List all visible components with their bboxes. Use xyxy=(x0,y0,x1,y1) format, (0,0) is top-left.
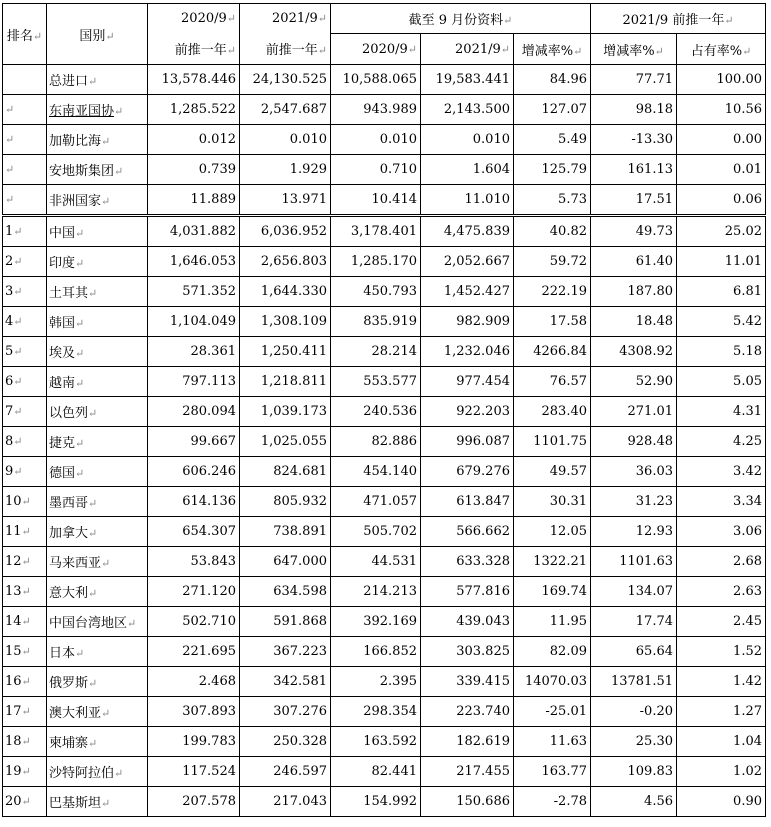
cell-2020-trailing: 28.361 xyxy=(148,337,240,367)
cell-rank: 19↵ xyxy=(3,757,47,787)
cell-2021-trailing: 217.043 xyxy=(240,787,331,817)
cell-ytd-2020: 82.886 xyxy=(331,427,421,457)
cell-ytd-2021: 577.816 xyxy=(421,577,514,607)
cell-2020-trailing: 117.524 xyxy=(148,757,240,787)
cell-2021-trailing: 647.000 xyxy=(240,547,331,577)
header-2021-trailing-year-sub: 前推一年↵ xyxy=(240,34,331,65)
header-ytd-2020: 2020/9↵ xyxy=(331,34,421,65)
cell-ytd-change: 82.09 xyxy=(514,637,591,667)
cell-ytd-2021: 1.604 xyxy=(421,155,514,185)
cell-country-name: 德国↵ xyxy=(47,457,148,487)
cell-rank: 5↵ xyxy=(3,337,47,367)
cell-country-name: 意大利↵ xyxy=(47,577,148,607)
summary-row xyxy=(3,65,766,95)
cell-2020-trailing: 1,285.522 xyxy=(148,95,240,125)
summary-row xyxy=(3,185,766,216)
cell-trailing-share: 11.01 xyxy=(677,247,766,277)
cell-rank: 9↵ xyxy=(3,457,47,487)
cell-trailing-share: 0.01 xyxy=(677,155,766,185)
table-row xyxy=(3,607,766,637)
cell-country-name: 加勒比海↵ xyxy=(47,125,148,155)
cell-ytd-change: 169.74 xyxy=(514,577,591,607)
cell-2021-trailing: 24,130.525 xyxy=(240,65,331,95)
cell-country-name: 埃及↵ xyxy=(47,337,148,367)
cell-2020-trailing: 280.094 xyxy=(148,397,240,427)
cell-ytd-change: 76.57 xyxy=(514,367,591,397)
cell-rank: 6↵ xyxy=(3,367,47,397)
cell-ytd-change: 49.57 xyxy=(514,457,591,487)
cell-2021-trailing: 1,308.109 xyxy=(240,307,331,337)
cell-rank: ↵ xyxy=(3,95,47,125)
summary-row xyxy=(3,155,766,185)
cell-ytd-2020: 471.057 xyxy=(331,487,421,517)
cell-2021-trailing: 634.598 xyxy=(240,577,331,607)
cell-trailing-change: 98.18 xyxy=(591,95,677,125)
cell-ytd-2021: 2,143.500 xyxy=(421,95,514,125)
cell-2021-trailing: 367.223 xyxy=(240,637,331,667)
cell-ytd-2021: 19,583.441 xyxy=(421,65,514,95)
cell-trailing-share: 4.25 xyxy=(677,427,766,457)
cell-country-name: 非洲国家↵ xyxy=(47,185,148,216)
cell-ytd-2021: 4,475.839 xyxy=(421,216,514,247)
cell-country-name: 柬埔寨↵ xyxy=(47,727,148,757)
table-row xyxy=(3,637,766,667)
cell-trailing-share: 3.42 xyxy=(677,457,766,487)
cell-rank: 17↵ xyxy=(3,697,47,727)
cell-2020-trailing: 271.120 xyxy=(148,577,240,607)
header-trailing-share: 占有率%↵ xyxy=(677,34,766,65)
cell-ytd-change: 163.77 xyxy=(514,757,591,787)
cell-country-name: 越南↵ xyxy=(47,367,148,397)
cell-ytd-2021: 223.740 xyxy=(421,697,514,727)
cell-country-name: 以色列↵ xyxy=(47,397,148,427)
cell-trailing-share: 4.31 xyxy=(677,397,766,427)
cell-ytd-2020: 1,285.170 xyxy=(331,247,421,277)
cell-trailing-share: 5.05 xyxy=(677,367,766,397)
cell-trailing-change: 1101.63 xyxy=(591,547,677,577)
table-row xyxy=(3,397,766,427)
cell-ytd-2021: 0.010 xyxy=(421,125,514,155)
cell-ytd-2021: 2,052.667 xyxy=(421,247,514,277)
header-trailing-group: 2021/9 前推一年↵ xyxy=(591,4,766,34)
cell-rank: 13↵ xyxy=(3,577,47,607)
cell-trailing-change: 4308.92 xyxy=(591,337,677,367)
cell-trailing-change: 18.48 xyxy=(591,307,677,337)
cell-ytd-change: -2.78 xyxy=(514,787,591,817)
cell-ytd-2020: 166.852 xyxy=(331,637,421,667)
cell-trailing-change: 271.01 xyxy=(591,397,677,427)
cell-2021-trailing: 805.932 xyxy=(240,487,331,517)
cell-ytd-change: 84.96 xyxy=(514,65,591,95)
cell-rank: ↵ xyxy=(3,185,47,216)
cell-trailing-share: 5.18 xyxy=(677,337,766,367)
cell-ytd-2021: 150.686 xyxy=(421,787,514,817)
cell-ytd-2020: 835.919 xyxy=(331,307,421,337)
cell-country-name: 中国↵ xyxy=(47,216,148,247)
cell-2020-trailing: 199.783 xyxy=(148,727,240,757)
cell-trailing-share: 6.81 xyxy=(677,277,766,307)
cell-country-name: 总进口↵ xyxy=(47,65,148,95)
cell-ytd-change: 283.40 xyxy=(514,397,591,427)
cell-trailing-change: -13.30 xyxy=(591,125,677,155)
cell-ytd-2020: 214.213 xyxy=(331,577,421,607)
cell-2021-trailing: 342.581 xyxy=(240,667,331,697)
cell-2020-trailing: 654.307 xyxy=(148,517,240,547)
cell-trailing-share: 3.34 xyxy=(677,487,766,517)
cell-ytd-2021: 1,232.046 xyxy=(421,337,514,367)
cell-2021-trailing: 246.597 xyxy=(240,757,331,787)
table-row xyxy=(3,337,766,367)
cell-2020-trailing: 4,031.882 xyxy=(148,216,240,247)
cell-ytd-2021: 566.662 xyxy=(421,517,514,547)
cell-trailing-change: 25.30 xyxy=(591,727,677,757)
cell-country-name: 印度↵ xyxy=(47,247,148,277)
cell-2021-trailing: 2,656.803 xyxy=(240,247,331,277)
cell-2021-trailing: 824.681 xyxy=(240,457,331,487)
cell-2020-trailing: 13,578.446 xyxy=(148,65,240,95)
cell-rank: 10↵ xyxy=(3,487,47,517)
cell-trailing-share: 1.02 xyxy=(677,757,766,787)
cell-ytd-2021: 217.455 xyxy=(421,757,514,787)
cell-trailing-change: 187.80 xyxy=(591,277,677,307)
header-2021-trailing-year: 2021/9↵ xyxy=(240,4,331,34)
cell-ytd-change: 125.79 xyxy=(514,155,591,185)
cell-2020-trailing: 502.710 xyxy=(148,607,240,637)
cell-trailing-change: 31.23 xyxy=(591,487,677,517)
cell-trailing-share: 1.04 xyxy=(677,727,766,757)
cell-ytd-2021: 922.203 xyxy=(421,397,514,427)
cell-ytd-change: 127.07 xyxy=(514,95,591,125)
cell-trailing-share: 3.06 xyxy=(677,517,766,547)
cell-rank: 20↵ xyxy=(3,787,47,817)
cell-trailing-change: 17.51 xyxy=(591,185,677,216)
cell-2020-trailing: 53.843 xyxy=(148,547,240,577)
cell-trailing-change: 36.03 xyxy=(591,457,677,487)
cell-rank: 16↵ xyxy=(3,667,47,697)
cell-rank: 12↵ xyxy=(3,547,47,577)
cell-2020-trailing: 606.246 xyxy=(148,457,240,487)
cell-country-name: 俄罗斯↵ xyxy=(47,667,148,697)
header-ytd-2021: 2021/9↵ xyxy=(421,34,514,65)
table-row xyxy=(3,547,766,577)
import-table-wrapper xyxy=(2,3,766,817)
table-row xyxy=(3,307,766,337)
cell-rank: 3↵ xyxy=(3,277,47,307)
table-row xyxy=(3,517,766,547)
cell-ytd-2021: 11.010 xyxy=(421,185,514,216)
cell-2020-trailing: 11.889 xyxy=(148,185,240,216)
cell-2021-trailing: 1,218.811 xyxy=(240,367,331,397)
cell-2021-trailing: 738.891 xyxy=(240,517,331,547)
cell-trailing-share: 0.00 xyxy=(677,125,766,155)
cell-ytd-2021: 996.087 xyxy=(421,427,514,457)
cell-2021-trailing: 6,036.952 xyxy=(240,216,331,247)
cell-ytd-2020: 10.414 xyxy=(331,185,421,216)
header-ytd-change: 增减率%↵ xyxy=(514,34,591,65)
cell-rank: 11↵ xyxy=(3,517,47,547)
cell-rank: 7↵ xyxy=(3,397,47,427)
cell-ytd-2020: 450.793 xyxy=(331,277,421,307)
cell-trailing-change: 4.56 xyxy=(591,787,677,817)
summary-row xyxy=(3,95,766,125)
cell-ytd-2020: 44.531 xyxy=(331,547,421,577)
table-row xyxy=(3,697,766,727)
cell-country-name: 韩国↵ xyxy=(47,307,148,337)
cell-trailing-change: -0.20 xyxy=(591,697,677,727)
cell-ytd-change: 5.49 xyxy=(514,125,591,155)
cell-ytd-change: 12.05 xyxy=(514,517,591,547)
table-row xyxy=(3,577,766,607)
cell-2020-trailing: 0.739 xyxy=(148,155,240,185)
cell-rank: 1↵ xyxy=(3,216,47,247)
cell-ytd-change: -25.01 xyxy=(514,697,591,727)
cell-rank xyxy=(3,65,47,95)
cell-trailing-change: 13781.51 xyxy=(591,667,677,697)
cell-rank: ↵ xyxy=(3,125,47,155)
cell-trailing-share: 1.52 xyxy=(677,637,766,667)
cell-2020-trailing: 1,646.053 xyxy=(148,247,240,277)
cell-2020-trailing: 2.468 xyxy=(148,667,240,697)
cell-ytd-2020: 240.536 xyxy=(331,397,421,427)
cell-2020-trailing: 207.578 xyxy=(148,787,240,817)
cell-trailing-share: 5.42 xyxy=(677,307,766,337)
cell-ytd-change: 11.63 xyxy=(514,727,591,757)
cell-rank: 2↵ xyxy=(3,247,47,277)
table-row xyxy=(3,487,766,517)
cell-ytd-change: 4266.84 xyxy=(514,337,591,367)
cell-trailing-change: 17.74 xyxy=(591,607,677,637)
cell-ytd-change: 30.31 xyxy=(514,487,591,517)
table-row xyxy=(3,247,766,277)
header-2020-trailing-year-sub: 前推一年↵ xyxy=(148,34,240,65)
cell-ytd-change: 14070.03 xyxy=(514,667,591,697)
table-row xyxy=(3,757,766,787)
table-header xyxy=(3,4,766,65)
cell-trailing-share: 0.06 xyxy=(677,185,766,216)
table-row xyxy=(3,216,766,247)
cell-trailing-change: 109.83 xyxy=(591,757,677,787)
cell-ytd-2021: 439.043 xyxy=(421,607,514,637)
cell-country-name: 中国台湾地区↵ xyxy=(47,607,148,637)
cell-trailing-share: 10.56 xyxy=(677,95,766,125)
cell-trailing-change: 61.40 xyxy=(591,247,677,277)
cell-trailing-share: 2.45 xyxy=(677,607,766,637)
table-row xyxy=(3,277,766,307)
cell-trailing-share: 100.00 xyxy=(677,65,766,95)
table-body xyxy=(3,65,766,817)
cell-2020-trailing: 797.113 xyxy=(148,367,240,397)
cell-ytd-2021: 303.825 xyxy=(421,637,514,667)
cell-2021-trailing: 1,250.411 xyxy=(240,337,331,367)
table-row xyxy=(3,367,766,397)
cell-trailing-change: 52.90 xyxy=(591,367,677,397)
cell-ytd-2020: 163.592 xyxy=(331,727,421,757)
cell-2021-trailing: 13.971 xyxy=(240,185,331,216)
cell-rank: 14↵ xyxy=(3,607,47,637)
header-2020-trailing-year: 2020/9↵ xyxy=(148,4,240,34)
cell-ytd-2020: 0.710 xyxy=(331,155,421,185)
cell-country-name: 加拿大↵ xyxy=(47,517,148,547)
cell-trailing-change: 928.48 xyxy=(591,427,677,457)
cell-ytd-change: 1322.21 xyxy=(514,547,591,577)
cell-ytd-2020: 2.395 xyxy=(331,667,421,697)
cell-ytd-2021: 182.619 xyxy=(421,727,514,757)
header-trailing-change: 增减率%↵ xyxy=(591,34,677,65)
cell-trailing-share: 0.90 xyxy=(677,787,766,817)
cell-country-name: 墨西哥↵ xyxy=(47,487,148,517)
cell-trailing-change: 77.71 xyxy=(591,65,677,95)
header-country: 国别↵ xyxy=(47,4,148,65)
cell-ytd-2020: 0.010 xyxy=(331,125,421,155)
cell-2021-trailing: 0.010 xyxy=(240,125,331,155)
cell-2020-trailing: 571.352 xyxy=(148,277,240,307)
cell-trailing-change: 134.07 xyxy=(591,577,677,607)
cell-2021-trailing: 1.929 xyxy=(240,155,331,185)
cell-country-name: 澳大利亚↵ xyxy=(47,697,148,727)
cell-country-name: 马来西亚↵ xyxy=(47,547,148,577)
cell-trailing-share: 1.27 xyxy=(677,697,766,727)
cell-ytd-2021: 982.909 xyxy=(421,307,514,337)
cell-rank: 15↵ xyxy=(3,637,47,667)
cell-ytd-2020: 553.577 xyxy=(331,367,421,397)
cell-trailing-share: 2.68 xyxy=(677,547,766,577)
cell-country-name: 土耳其↵ xyxy=(47,277,148,307)
cell-ytd-2021: 613.847 xyxy=(421,487,514,517)
cell-ytd-2020: 154.992 xyxy=(331,787,421,817)
cell-ytd-2021: 977.454 xyxy=(421,367,514,397)
cell-country-name: 日本↵ xyxy=(47,637,148,667)
table-row xyxy=(3,427,766,457)
cell-trailing-change: 49.73 xyxy=(591,216,677,247)
cell-ytd-change: 11.95 xyxy=(514,607,591,637)
cell-2020-trailing: 307.893 xyxy=(148,697,240,727)
cell-ytd-change: 40.82 xyxy=(514,216,591,247)
cell-ytd-2020: 298.354 xyxy=(331,697,421,727)
cell-country-name: 沙特阿拉伯↵ xyxy=(47,757,148,787)
cell-ytd-2021: 633.328 xyxy=(421,547,514,577)
cell-ytd-2021: 679.276 xyxy=(421,457,514,487)
cell-ytd-2020: 505.702 xyxy=(331,517,421,547)
cell-ytd-change: 1101.75 xyxy=(514,427,591,457)
cell-ytd-2020: 454.140 xyxy=(331,457,421,487)
cell-ytd-2020: 10,588.065 xyxy=(331,65,421,95)
cell-2021-trailing: 591.868 xyxy=(240,607,331,637)
cell-rank: 4↵ xyxy=(3,307,47,337)
cell-trailing-share: 1.42 xyxy=(677,667,766,697)
table-row xyxy=(3,787,766,817)
cell-2020-trailing: 99.667 xyxy=(148,427,240,457)
summary-row xyxy=(3,125,766,155)
cell-2020-trailing: 0.012 xyxy=(148,125,240,155)
cell-2020-trailing: 221.695 xyxy=(148,637,240,667)
cell-ytd-change: 5.73 xyxy=(514,185,591,216)
cell-ytd-2020: 28.214 xyxy=(331,337,421,367)
cell-ytd-2021: 339.415 xyxy=(421,667,514,697)
cell-trailing-share: 25.02 xyxy=(677,216,766,247)
cell-2021-trailing: 307.276 xyxy=(240,697,331,727)
cell-trailing-change: 12.93 xyxy=(591,517,677,547)
cell-trailing-change: 65.64 xyxy=(591,637,677,667)
cell-ytd-change: 59.72 xyxy=(514,247,591,277)
cell-country-name: 巴基斯坦↵ xyxy=(47,787,148,817)
cell-country-name: 东南亚国协↵ xyxy=(47,95,148,125)
cell-2021-trailing: 1,039.173 xyxy=(240,397,331,427)
cell-ytd-change: 17.58 xyxy=(514,307,591,337)
cell-trailing-share: 2.63 xyxy=(677,577,766,607)
cell-2021-trailing: 250.328 xyxy=(240,727,331,757)
cell-ytd-2021: 1,452.427 xyxy=(421,277,514,307)
cell-2020-trailing: 614.136 xyxy=(148,487,240,517)
cell-rank: ↵ xyxy=(3,155,47,185)
cell-ytd-2020: 943.989 xyxy=(331,95,421,125)
cell-2021-trailing: 1,025.055 xyxy=(240,427,331,457)
table-row xyxy=(3,727,766,757)
cell-country-name: 安地斯集团↵ xyxy=(47,155,148,185)
cell-ytd-2020: 392.169 xyxy=(331,607,421,637)
header-ytd-group: 截至 9 月份资料↵ xyxy=(331,4,591,34)
cell-2021-trailing: 1,644.330 xyxy=(240,277,331,307)
cell-rank: 18↵ xyxy=(3,727,47,757)
cell-2021-trailing: 2,547.687 xyxy=(240,95,331,125)
cell-ytd-2020: 82.441 xyxy=(331,757,421,787)
table-row xyxy=(3,667,766,697)
header-rank: 排名↵ xyxy=(3,4,47,65)
cell-rank: 8↵ xyxy=(3,427,47,457)
cell-country-name: 捷克↵ xyxy=(47,427,148,457)
cell-ytd-2020: 3,178.401 xyxy=(331,216,421,247)
cell-2020-trailing: 1,104.049 xyxy=(148,307,240,337)
import-statistics-table xyxy=(2,3,766,817)
cell-trailing-change: 161.13 xyxy=(591,155,677,185)
cell-ytd-change: 222.19 xyxy=(514,277,591,307)
table-row xyxy=(3,457,766,487)
